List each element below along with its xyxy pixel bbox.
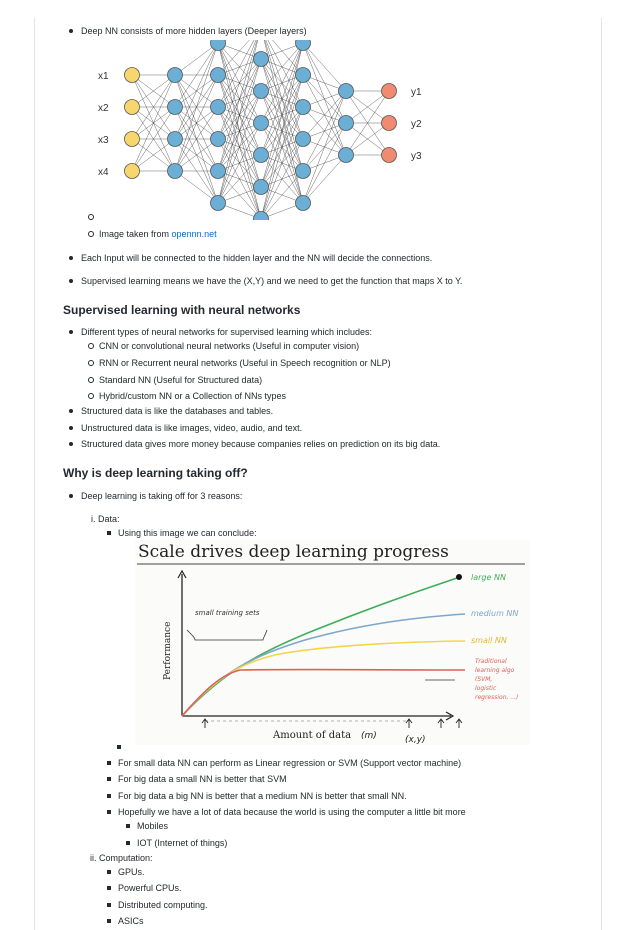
nn-edge (261, 171, 303, 219)
computation-label: ii. Computation: (90, 853, 153, 863)
hidden-node (254, 180, 269, 195)
small-training-sets: small training sets (195, 609, 260, 617)
data-intro: Using this image we can conclude: (118, 528, 257, 538)
traditional-line: logistic (475, 685, 497, 692)
input-node (125, 100, 140, 115)
hidden-node (211, 164, 226, 179)
output-node (382, 84, 397, 99)
image-credit (99, 228, 217, 240)
hidden-node (296, 132, 311, 147)
y-axis-label: Performance (163, 621, 173, 680)
nn-edge (261, 43, 303, 219)
output-node (382, 148, 397, 163)
hidden-node (211, 132, 226, 147)
label-small-nn: small NN (471, 636, 507, 645)
bullet-structured: Structured data is like the databases and tables. (81, 406, 274, 416)
bullet-three-reasons: Deep learning is taking off for 3 reasons: (81, 491, 243, 501)
hidden-node (339, 116, 354, 131)
computation-cpus: Powerful CPUs. (118, 883, 182, 893)
hidden-node (296, 68, 311, 83)
nn-edge (218, 59, 261, 203)
bullet-supervised-def: Supervised learning means we have the (X,Y) and we need to get the function that maps X to Y. (81, 276, 463, 286)
data-sub-iot: IOT (Internet of things) (137, 838, 228, 848)
computation-distributed: Distributed computing. (118, 900, 208, 910)
nn-edge (303, 43, 346, 91)
nn-edge (303, 91, 346, 139)
output-label: y3 (411, 151, 422, 162)
hidden-node (254, 148, 269, 163)
heading-supervised: Supervised learning with neural networks (63, 303, 301, 317)
output-label: y2 (411, 119, 422, 130)
output-label: y1 (411, 87, 422, 98)
input-label: x3 (98, 135, 109, 146)
traditional-line: regression, ...) (475, 694, 519, 701)
nn-edge (175, 43, 218, 139)
data-point-big-big: For big data a big NN is better that a medium NN is better that small NN. (118, 791, 407, 801)
hidden-node (296, 164, 311, 179)
data-point-small: For small data NN can perform as Linear regression or SVM (Support vector machine) (118, 758, 462, 768)
hidden-node (254, 116, 269, 131)
nn-edge (218, 155, 261, 203)
nn-edge (175, 171, 218, 203)
nn-edge (261, 43, 303, 91)
input-node (125, 164, 140, 179)
hidden-node (254, 84, 269, 99)
hidden-node (296, 196, 311, 211)
data-point-hopefully: Hopefully we have a lot of data because the world is using the computer a little bit more (118, 807, 466, 817)
nn-edge (175, 43, 218, 75)
hidden-node (168, 132, 183, 147)
input-label: x4 (98, 167, 109, 178)
hidden-node (168, 68, 183, 83)
input-label: x2 (98, 103, 109, 114)
data-point-big-small: For big data a small NN is better that SVM (118, 774, 287, 784)
heading-why: Why is deep learning taking off? (63, 466, 248, 480)
input-label: x1 (98, 71, 109, 82)
output-node (382, 116, 397, 131)
computation-asics: ASICs (118, 916, 144, 926)
nn-edge (303, 155, 346, 203)
x-axis-label: Amount of data (273, 730, 352, 741)
bullet-types-intro: Different types of neural networks for supervised learning which includes: (81, 327, 372, 337)
hidden-node (211, 196, 226, 211)
hidden-node (254, 52, 269, 67)
traditional-line: (SVM, (475, 676, 493, 683)
bullet-money: Structured data gives more money because companies relies on prediction on its big data. (81, 439, 441, 449)
input-node (125, 68, 140, 83)
type-cnn: CNN or convolutional neural networks (Useful in computer vision) (99, 341, 360, 351)
hidden-node (339, 148, 354, 163)
type-standard: Standard NN (Useful for Structured data) (99, 375, 263, 385)
data-label: i. Data: (91, 514, 120, 524)
x-axis-note: (m) (361, 731, 377, 741)
nn-edge (261, 43, 303, 187)
xy-note: (x,y) (405, 735, 426, 745)
bullet-deep-nn: Deep NN consists of more hidden layers (Deeper layers) (81, 26, 307, 36)
type-rnn: RNN or Recurrent neural networks (Useful in Speech recognition or NLP) (99, 358, 391, 368)
scale-chart (135, 540, 530, 745)
hidden-node (211, 100, 226, 115)
label-medium-nn: medium NN (471, 609, 519, 618)
hidden-node (168, 100, 183, 115)
computation-gpus: GPUs. (118, 867, 145, 877)
bullet-unstructured: Unstructured data is like images, video, audio, and text. (81, 423, 303, 433)
bullet-each-input: Each Input will be connected to the hidden layer and the NN will decide the connections. (81, 253, 433, 263)
input-node (125, 132, 140, 147)
large-nn-endpoint (456, 574, 462, 580)
traditional-line: Traditional (475, 658, 507, 665)
chart-title: Scale drives deep learning progress (138, 542, 449, 562)
nn-edge (261, 75, 303, 219)
hidden-node (211, 68, 226, 83)
type-hybrid: Hybrid/custom NN or a Collection of NNs types (99, 391, 287, 401)
data-sub-mobiles: Mobiles (137, 821, 169, 831)
hidden-node (168, 164, 183, 179)
image-credit-prefix: Image taken from (99, 229, 172, 239)
hidden-node (339, 84, 354, 99)
neural-network-diagram (92, 40, 442, 220)
traditional-line: learning algo (475, 667, 515, 674)
label-large-nn: large NN (471, 573, 506, 582)
hidden-node (296, 100, 311, 115)
opennn-link[interactable]: opennn.net (171, 229, 217, 239)
